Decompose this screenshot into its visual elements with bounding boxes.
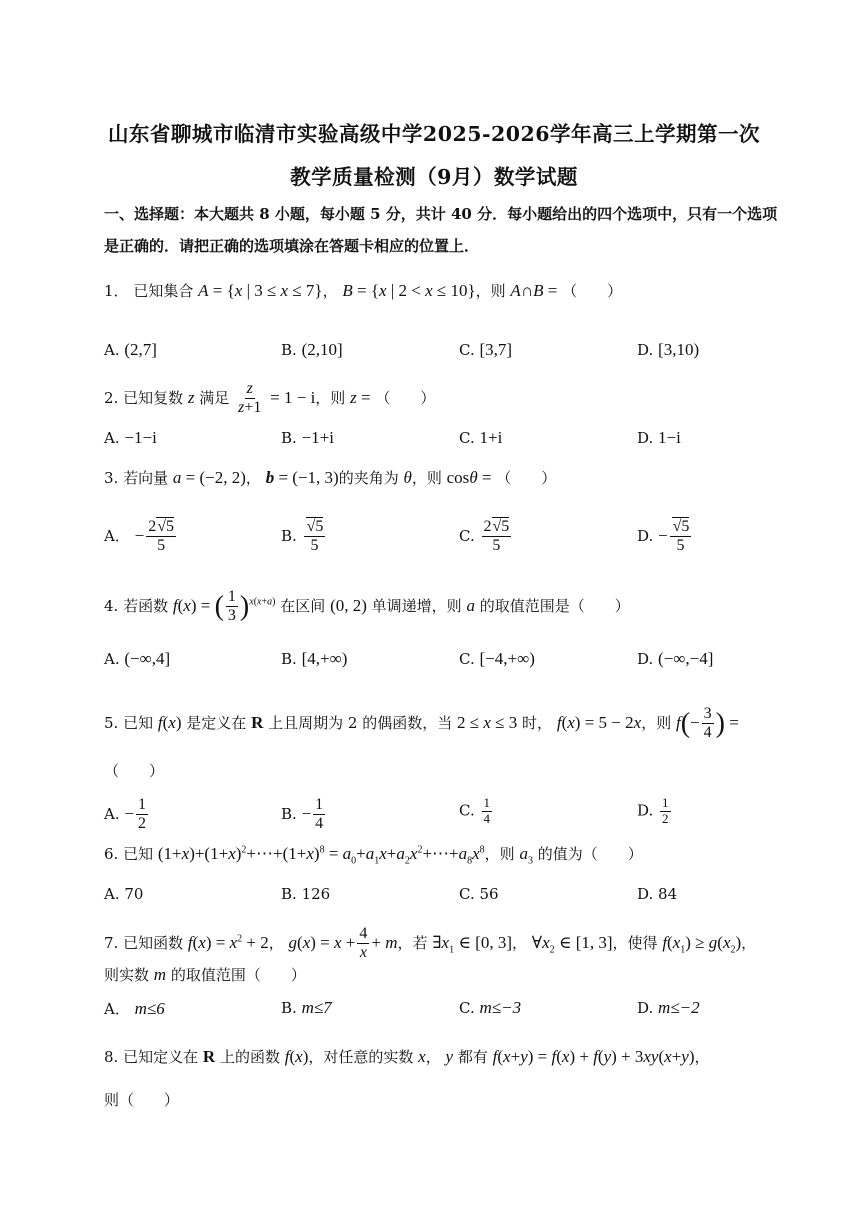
question-3: 3. 若向量 a = (−2, 2)， b = (−1, 3)的夹角为 θ，则 cosθ = （ ） [104,468,557,487]
q1-option-c[interactable]: C. [3,7] [459,340,513,359]
question-6: 6. 已知 $(1+x)+(1+x)^2+\cdots+(1+x)^8$ = $a_0+a_1x+a_2x^2+\cdots+a_8x^8$，则 $a_3$ 的值为（ ） [104,844,643,867]
question-2: 2. 已知复数 z 满足 $\frac{z}{z+1}$ = 1 − i，则 z = （ ） [104,380,436,417]
section-instructions-line2: 是正确的．请把正确的选项填涂在答题卡相应的位置上． [104,237,480,255]
question-5-answer-bracket: （ ） [104,762,165,780]
math-vector-b: b = (−1, 3) [265,468,339,487]
q3-option-c[interactable]: C. $\frac{2√5}{5}$ [459,518,510,555]
question-7-line2: 则实数 m 的取值范围（ ） [104,965,306,984]
math-fraction: $\frac{z}{z+1}$ [238,380,262,417]
q5-option-c[interactable]: C. $\frac{1}{4}$ [459,795,490,826]
question-number: 6. [104,845,119,863]
question-8: 8. 已知定义在 R 上的函数 f(x)，对任意的实数 x， y 都有 f(x+y) = f(x) + f(y) + 3xy(x+y)， [104,1047,710,1066]
q6-option-b[interactable]: B. 126 [281,885,331,903]
q2-option-c[interactable]: C. 1+i [459,428,503,447]
q1-option-d[interactable]: D. [3,10) [637,340,700,359]
question-number: 4. [104,596,119,615]
math-expansion: $(1+x)+(1+x)^2+\cdots+(1+x)^8$ = $a_0+a_1x+a_2x^2+\cdots+a_8x^8$ [157,844,485,867]
question-5: 5. 已知 f(x) 是定义在 R 上且周期为 2 的偶函数，当 2 ≤ x ≤ 3 时， f(x) = 5 − 2x，则 f(− $\frac{3}{4}$ ) = [104,705,739,742]
q6-option-c[interactable]: C. 56 [459,885,499,903]
q3-option-a[interactable]: A． − $\frac{2√5}{5}$ [104,518,174,555]
q5-option-b[interactable]: B. − $\frac{1}{4}$ [281,796,324,833]
section-instructions-line1: 一、选择题：本大题共 8 小题，每小题 5 分，共计 40 分．每小题给出的四个选项中，只有一个选项 [104,205,778,223]
q3-option-d[interactable]: D. − $\frac{√5}{5}$ [637,518,690,555]
q1-option-a[interactable]: A. (2,7] [104,340,157,359]
q1-option-b[interactable]: B. (2,10] [281,340,343,359]
question-7: 7. 已知函数 $f(x) = x^2 + 2$， g(x) = x + $\frac{4}{x}$ + m，若 $\exists x_1$ ∈ [0, 3]， $\forall x_2$ ∈ [1, 3]，使得 $f(x_1) \ge g(x_2)$， [104,925,757,962]
math-set-b: B = {x | 2 < x ≤ 10} [342,281,476,300]
exam-title-line2: 教学质量检测（9月）数学试题 [290,165,578,189]
math-function: f(x) = ( [172,590,224,622]
q2-option-d[interactable]: D. 1−i [637,428,681,447]
q7-option-a[interactable]: A． m≤6 [104,999,165,1018]
question-number: 2. [104,388,119,407]
exam-title-line1: 山东省聊城市临清市实验高级中学2025-2026学年高三上学期第一次 [107,122,761,146]
q7-option-c[interactable]: C. m≤−3 [459,998,522,1017]
question-number: 3. [104,469,119,487]
q2-option-a[interactable]: A. −1−i [104,428,157,447]
q4-option-c[interactable]: C. [−4,+∞) [459,649,535,668]
math-functional-equation: f(x+y) = f(x) + f(y) + 3xy(x+y) [492,1047,695,1066]
q7-option-d[interactable]: D. m≤−2 [637,998,700,1017]
math-intersection: A∩B = [510,281,558,300]
question-8-line2: 则（ ） [104,1091,180,1109]
q6-option-d[interactable]: D. 84 [637,885,678,903]
q5-option-d[interactable]: D. $\frac{1}{2}$ [637,795,669,826]
question-number: 1． [104,282,129,300]
question-4: 4. 若函数 f(x) = ( $\frac{1}{3}$ )$^{x(x+a)}$ 在区间 (0, 2) 单调递增，则 a 的取值范围是（ ） [104,588,630,625]
q2-option-b[interactable]: B. −1+i [281,428,334,447]
question-number: 8. [104,1048,119,1066]
question-number: 5. [104,713,119,732]
q4-option-b[interactable]: B. [4,+∞) [281,649,348,668]
q7-option-b[interactable]: B. m≤7 [281,998,332,1017]
question-1: 1． 已知集合 A = {x | 3 ≤ x ≤ 7}， B = {x | 2 < x ≤ 10}，则 A∩B = （ ） [104,281,623,300]
question-number: 7. [104,933,119,952]
q5-option-a[interactable]: A. − $\frac{1}{2}$ [104,796,146,833]
math-vector-a: a = (−2, 2) [172,468,246,487]
math-set-a: A = {x | 3 ≤ x ≤ 7} [198,281,323,300]
q6-option-a[interactable]: A. 70 [104,885,144,903]
q3-option-b[interactable]: B. $\frac{√5}{5}$ [281,518,324,555]
q4-option-a[interactable]: A. (−∞,4] [104,649,171,668]
q4-option-d[interactable]: D. (−∞,−4] [637,649,714,668]
